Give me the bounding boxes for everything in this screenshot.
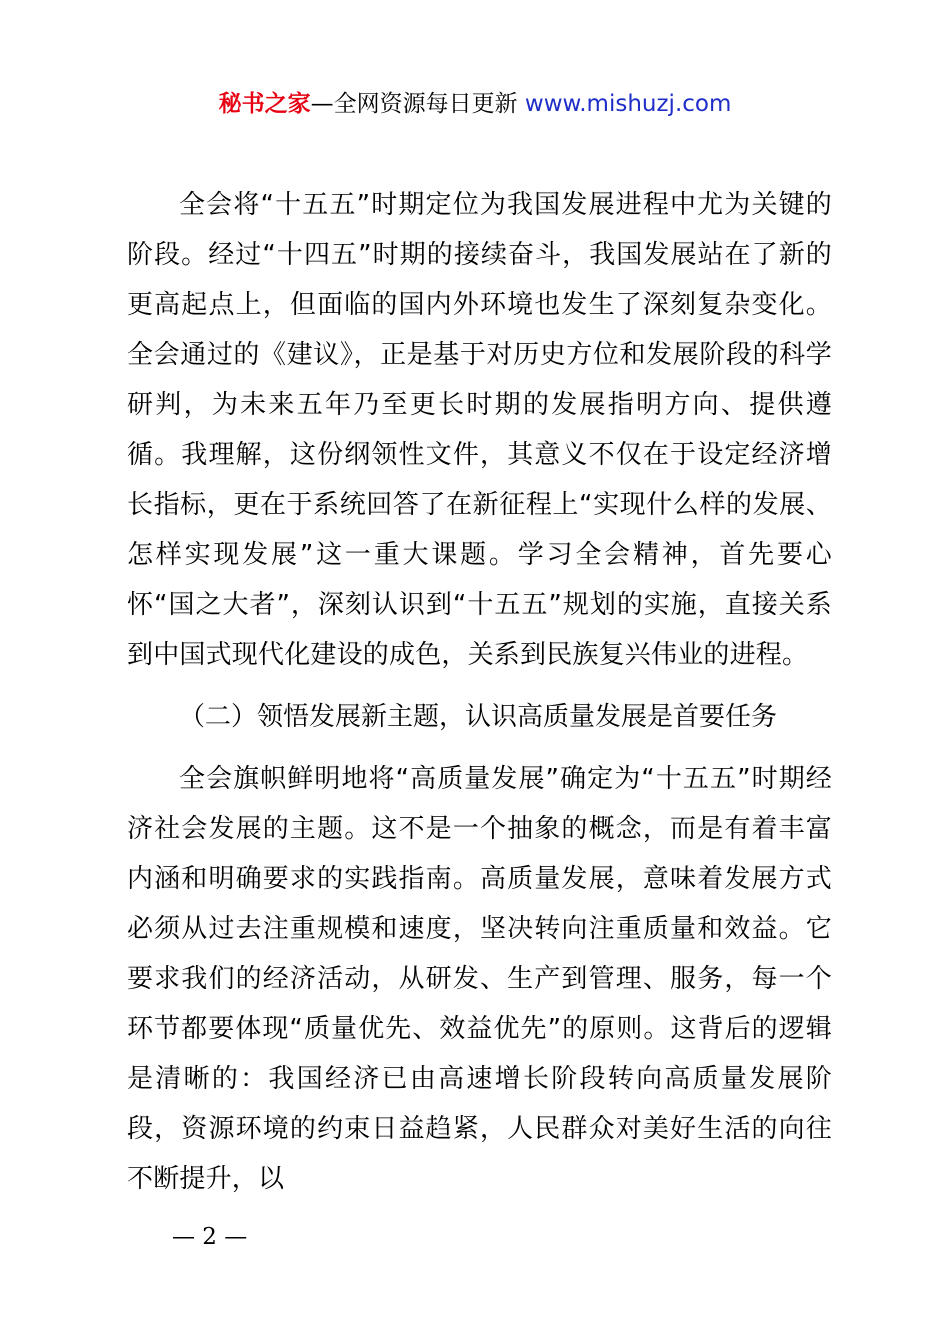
body-paragraph: 全会将“十五五”时期定位为我国发展进程中尤为关键的阶段。经过“十四五”时期的接续奋斗，我国发展站在了新的更高起点上，但面临的国内外环境也发生了深刻复杂变化。全会通过的《建议》，正是基于对历史方位和发展阶段的科学研判，为未来五年乃至更长时期的发展指明方向、提供遵循。我理解，这份纲领性文件，其意义不仅在于设定经济增长指标，更在于系统回答了在新征程上“实现什么样的发展、怎样实现发展”这一重大课题。学习全会精神，首先要心怀“国之大者”，深刻认识到“十五五”规划的实施，直接关系到中国式现代化建设的成色，关系到民族复兴伟业的进程。: [127, 190, 832, 670]
document-body: [127, 180, 832, 1204]
section-heading: （二）领悟发展新主题，认识高质量发展是首要任务: [179, 702, 778, 732]
site-header: [0, 84, 950, 124]
brand-name: 秘书之家: [218, 91, 311, 117]
page-number: — 2 —: [172, 1224, 248, 1250]
site-url-link[interactable]: www.mishuzj.com: [524, 91, 732, 117]
header-tagline: —全网资源每日更新: [310, 91, 525, 117]
body-paragraph: 全会旗帜鲜明地将“高质量发展”确定为“十五五”时期经济社会发展的主题。这不是一个抽象的概念，而是有着丰富内涵和明确要求的实践指南。高质量发展，意味着发展方式必须从过去注重规模和速度，坚决转向注重质量和效益。它要求我们的经济活动，从研发、生产到管理、服务，每一个环节都要体现“质量优先、效益优先”的原则。这背后的逻辑是清晰的：我国经济已由高速增长阶段转向高质量发展阶段，资源环境的约束日益趋紧，人民群众对美好生活的向往不断提升，以: [127, 764, 832, 1194]
